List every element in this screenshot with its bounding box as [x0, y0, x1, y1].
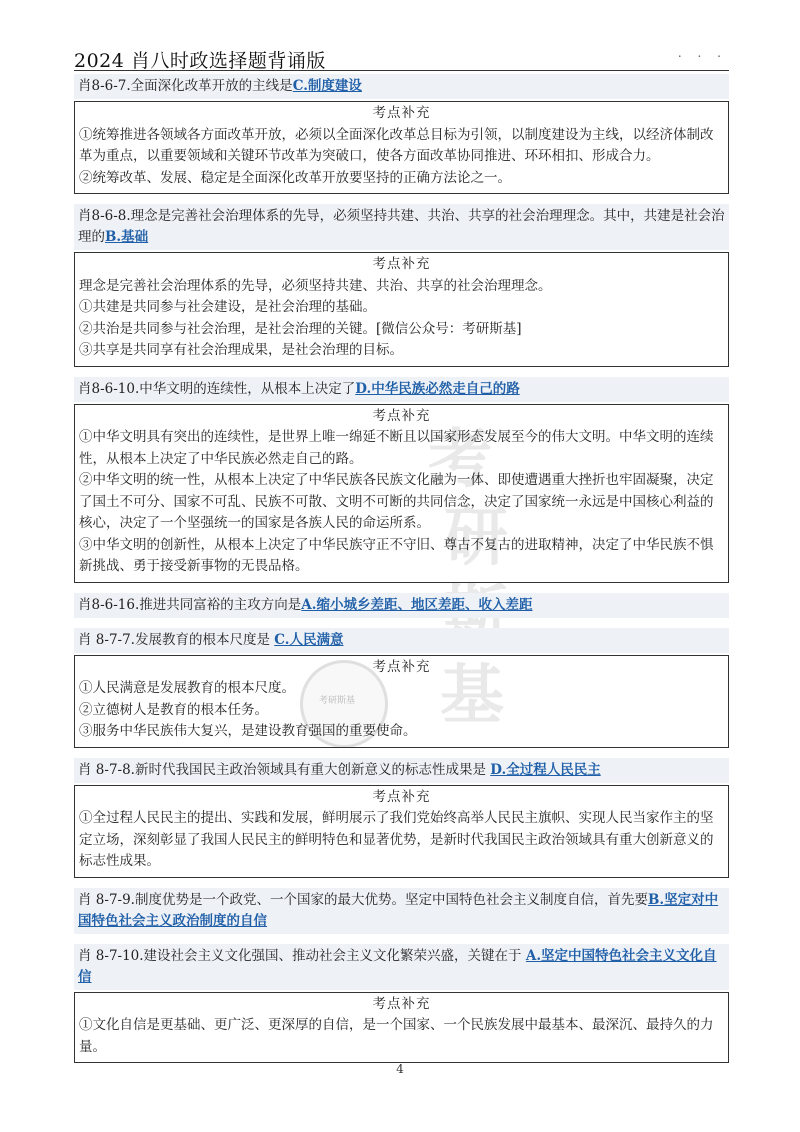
supplement-box [74, 101, 729, 194]
answer: A.坚定中国特色社会主义文化自信 [78, 947, 717, 985]
supplement-title: 考点补充 [372, 256, 431, 272]
answer: B.基础 [105, 229, 149, 245]
supplement-line: ③服务中华民族伟大复兴，是建设教育强国的重要使命。 [79, 723, 417, 739]
question-text: 肖8-6-8.理念是完善社会治理体系的先导，必须坚持共建、共治、共享的社会治理理念。其中，共建是社会治理的 [78, 208, 725, 245]
supplement-box [74, 655, 729, 748]
supplement-box [74, 785, 729, 878]
question-text: 肖 8-7-8.新时代我国民主政治领域具有重大创新意义的标志性成果是 [78, 761, 491, 778]
question-text: 肖 8-7-9.制度优势是一个政党、一个国家的最大优势。坚定中国特色社会主义制度自信，首先要 [78, 891, 648, 908]
supplement-line: ①全过程人民民主的提出、实践和发展，鲜明展示了我们党始终高举人民民主旗帜、实现人民当家作主的坚定立场，深刻彰显了我国人民民主的鲜明特色和显著优势，是新时代我国民主政治领域具有重大创新意义的标志性成果。 [79, 810, 714, 869]
supplement-box [74, 404, 729, 583]
supplement-line: ②中华文明的统一性，从根本上决定了中华民族各民族文化融为一体、即使遭遇重大挫折也牢固凝聚，决定了国土不可分、国家不可乱、民族不可散、文明不可断的共同信念，决定了国家统一永远是中国核心利益的核心，决定了一个坚强统一的国家是各族人民的命运所系。 [79, 472, 714, 531]
question [74, 204, 729, 250]
supplement-line: ①中华文明具有突出的连续性，是世界上唯一绵延不断且以国家形态发展至今的伟大文明。中华文明的连续性，从根本上决定了中华民族必然走自己的路。 [79, 429, 714, 467]
answer: B.坚定对中国特色社会主义政治制度的自信 [78, 891, 719, 929]
watermark-badge-text: 考研斯基 [319, 696, 356, 706]
watermark-char-2: 研 [444, 500, 508, 575]
supplement-line: 理念是完善社会治理体系的先导，必须坚持共建、共治、共享的社会治理理念。 [79, 277, 552, 294]
answer: A.缩小城乡差距、地区差距、收入差距 [301, 596, 533, 613]
answer: C.制度建设 [292, 78, 362, 94]
question-text: 肖 8-7-7.发展教育的根本尺度是 [78, 631, 275, 648]
watermark-char-4: 基 [440, 658, 504, 733]
question [74, 628, 729, 653]
supplement-line: ②立德树人是教育的根本任务。 [79, 701, 268, 718]
supplement-title: 考点补充 [372, 105, 431, 121]
supplement-line: ③中华文明的创新性，从根本上决定了中华民族守正不守旧、尊古不复古的进取精神，决定了中华民族不惧新挑战、勇于接受新事物的无畏品格。 [79, 536, 714, 574]
supplement-title: 考点补充 [372, 658, 431, 675]
supplement-title: 考点补充 [372, 995, 431, 1012]
question-text: 肖8-6-16.推进共同富裕的主攻方向是 [78, 596, 302, 613]
supplement-line: ②共治是共同参与社会治理，是社会治理的关键。[微信公众号：考研斯基] [79, 320, 522, 337]
supplement-box [74, 992, 729, 1064]
question [74, 888, 729, 934]
question-text: 肖8-6-7.全面深化改革开放的主线是 [78, 78, 293, 94]
question-text: 肖8-6-10.中华文明的连续性，从根本上决定了 [78, 380, 356, 397]
question [74, 74, 729, 99]
question [74, 944, 729, 990]
answer: C.人民满意 [274, 631, 344, 648]
supplement-box [74, 252, 729, 367]
document-title: 2024 肖八时政选择题背诵版 [74, 50, 326, 72]
question [74, 758, 729, 783]
supplement-title: 考点补充 [372, 407, 431, 424]
page-header [74, 44, 729, 71]
watermark-char-1: 考 [428, 422, 492, 497]
header-marks: . . . [677, 46, 727, 60]
question-text: 肖 8-7-10.建设社会主义文化强国、推动社会主义文化繁荣兴盛，关键在于 [78, 947, 526, 964]
answer: D.中华民族必然走自己的路 [355, 380, 520, 397]
supplement-line: ③共享是共同享有社会治理成果，是社会治理的目标。 [79, 342, 403, 358]
page-number: 4 [396, 1062, 404, 1076]
answer: D.全过程人民民主 [490, 761, 601, 778]
supplement-title: 考点补充 [372, 788, 431, 805]
supplement-line: ①文化自信是更基础、更广泛、更深厚的自信，是一个国家、一个民族发展中最基本、最深沉、最持久的力量。 [79, 1017, 714, 1055]
supplement-line: ①共建是共同参与社会建设，是社会治理的基础。 [79, 299, 376, 315]
question [74, 377, 729, 402]
supplement-line: ①统筹推进各领域各方面改革开放，必须以全面深化改革总目标为引领，以制度建设为主线，以经济体制改革为重点，以重要领域和关键环节改革为突破口，使各方面改革协同推进、环环相扣、形成合力。 [79, 126, 714, 164]
supplement-line: ②统筹改革、发展、稳定是全面深化改革开放要坚持的正确方法论之一。 [79, 169, 511, 186]
content [74, 72, 729, 1063]
supplement-line: ①人民满意是发展教育的根本尺度。 [79, 680, 295, 696]
question [74, 593, 729, 618]
